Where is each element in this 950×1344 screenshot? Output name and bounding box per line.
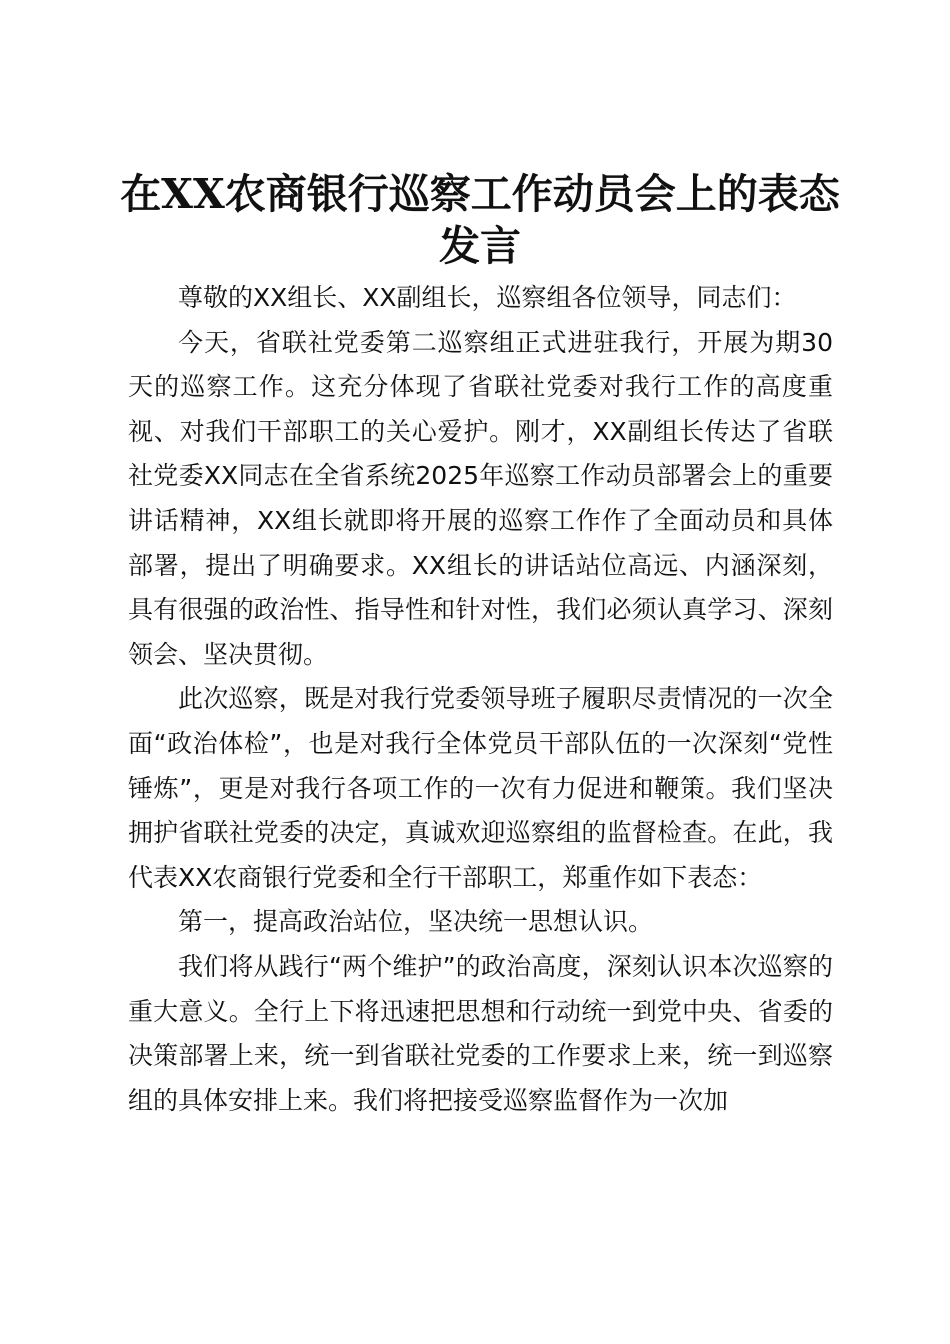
section-heading: 第一，提高政治站位，坚决统一思想认识。: [178, 907, 654, 937]
document-title: 在XX农商银行巡察工作动员会上的表态发言: [120, 170, 840, 270]
document-body: [128, 276, 833, 1123]
body-paragraph: 此次巡察，既是对我行党委领导班子履职尽责情况的一次全面“政治体检”，也是对我行全体党员干部队伍的一次深刻“党性锤炼”，更是对我行各项工作的一次有力促进和鞭策。我们坚决拥护省联社党委的决定，真诚欢迎巡察组的监督检查。在此，我代表XX农商银行党委和全行干部职工，郑重作如下表态：: [128, 684, 833, 892]
salutation-paragraph: 尊敬的XX组长、XX副组长，巡察组各位领导，同志们：: [178, 283, 797, 312]
body-paragraph: 我们将从践行“两个维护”的政治高度，深刻认识本次巡察的重大意义。全行上下将迅速把思想和行动统一到党中央、省委的决策部署上来，统一到省联社党委的工作要求上来，统一到巡察组的具体安排上来。我们将把接受巡察监督作为一次加: [128, 951, 833, 1115]
body-paragraph: 今天，省联社党委第二巡察组正式进驻我行，开展为期30天的巡察工作。这充分体现了省联社党委对我行工作的高度重视、对我们干部职工的关心爱护。刚才，XX副组长传达了省联社党委XX同志在全省系统2025年巡察工作动员部署会上的重要讲话精神，XX组长就即将开展的巡察工作作了全面动员和具体部署，提出了明确要求。XX组长的讲话站位高远、内涵深刻，具有很强的政治性、指导性和针对性，我们必须认真学习、深刻领会、坚决贯彻。: [128, 327, 833, 669]
